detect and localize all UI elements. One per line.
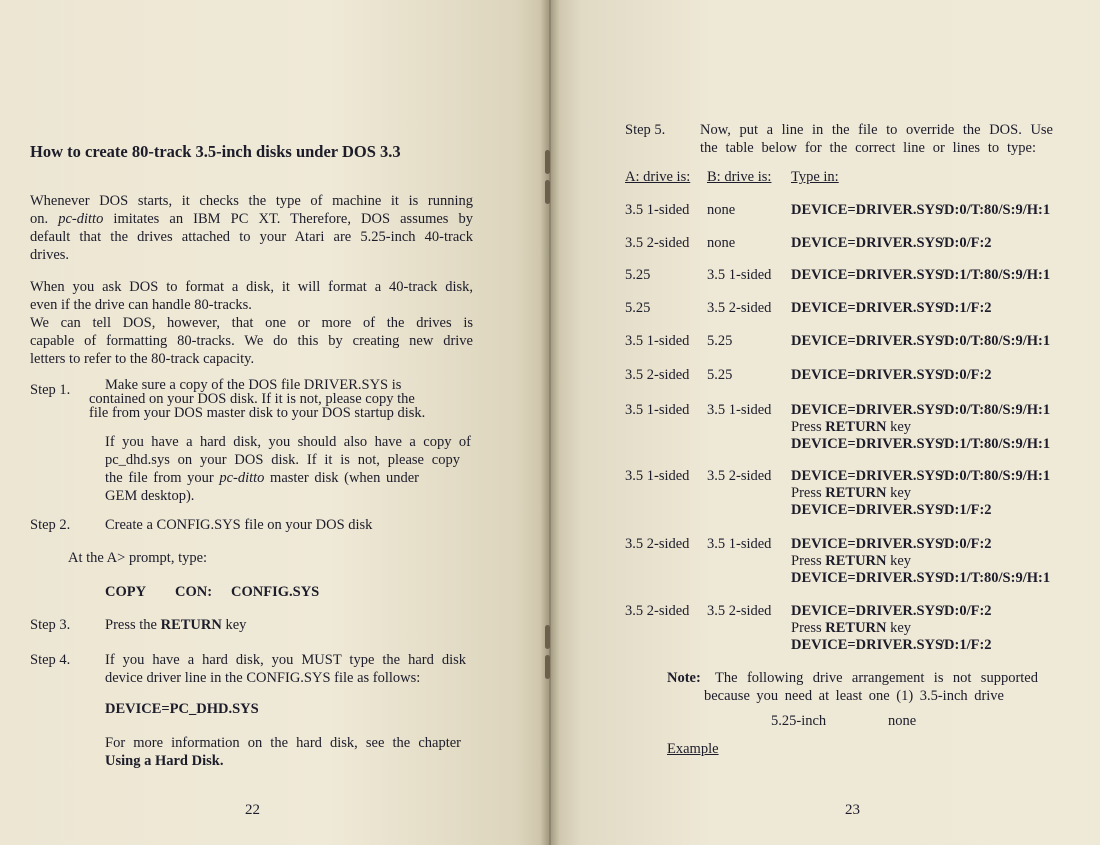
row-command-2: DEVICE=DRIVER.SYS bbox=[791, 436, 944, 452]
para2-line-4: capable of formatting 80-tracks. We do this by creating new drive bbox=[30, 333, 473, 349]
row-command-2: DEVICE=DRIVER.SYS bbox=[791, 570, 944, 586]
row-argument: /D:0/F:2 bbox=[940, 235, 992, 251]
row-command: DEVICE=DRIVER.SYS bbox=[791, 367, 944, 383]
staple bbox=[545, 180, 550, 204]
para2-line-3: We can tell DOS, however, that one or more of the drives is bbox=[30, 315, 473, 331]
row-a-drive: 3.5 2-sided bbox=[625, 367, 690, 383]
left-page bbox=[0, 0, 549, 845]
step4-label: Step 4. bbox=[30, 652, 71, 668]
row-argument: /D:0/F:2 bbox=[940, 603, 992, 619]
step1-hd-line-1: If you have a hard disk, you should also have a copy of bbox=[105, 434, 471, 450]
row-a-drive: 3.5 1-sided bbox=[625, 333, 690, 349]
note-label: Note: bbox=[667, 670, 701, 686]
row-a-drive: 3.5 1-sided bbox=[625, 402, 690, 418]
intro-line-3: default that the drives attached to your Atari are 5.25-inch 40-track bbox=[30, 229, 473, 245]
example-heading: Example bbox=[667, 741, 719, 757]
step1-line-3: file from your DOS master disk to your DOS startup disk. bbox=[89, 405, 426, 421]
row-command: DEVICE=DRIVER.SYS bbox=[791, 300, 944, 316]
step1-line-2: contained on your DOS disk. If it is not, please copy the bbox=[89, 391, 415, 407]
intro-line-1: Whenever DOS starts, it checks the type of machine it is running bbox=[30, 193, 473, 209]
row-command: DEVICE=DRIVER.SYS bbox=[791, 235, 944, 251]
step3-label: Step 3. bbox=[30, 617, 71, 633]
step2-text: Create a CONFIG.SYS file on your DOS disk bbox=[105, 517, 373, 533]
row-a-drive: 5.25 bbox=[625, 267, 651, 283]
row-b-drive: none bbox=[707, 235, 736, 251]
right-page bbox=[549, 0, 1100, 845]
row-b-drive: 3.5 1-sided bbox=[707, 267, 772, 283]
row-command: DEVICE=DRIVER.SYS bbox=[791, 603, 944, 619]
para2-line-1: When you ask DOS to format a disk, it will format a 40-track disk, bbox=[30, 279, 473, 295]
row-a-drive: 3.5 2-sided bbox=[625, 235, 690, 251]
book-gutter bbox=[540, 0, 560, 845]
row-argument: /D:1/T:80/S:9/H:1 bbox=[940, 267, 1051, 283]
step4-line-2: device driver line in the CONFIG.SYS file as follows: bbox=[105, 670, 421, 686]
hd-driver-line: DEVICE=PC_DHD.SYS bbox=[105, 701, 259, 717]
product-name: pc-ditto bbox=[58, 211, 104, 227]
para2-line-5: letters to refer to the 80-track capacity. bbox=[30, 351, 255, 367]
page-heading: How to create 80-track 3.5-inch disks under DOS 3.3 bbox=[30, 142, 401, 161]
product-name: pc-ditto bbox=[219, 470, 265, 486]
command-con: CON: bbox=[175, 584, 213, 600]
row-argument-2: /D:1/T:80/S:9/H:1 bbox=[940, 570, 1051, 586]
para2-line-2: even if the drive can handle 80-tracks. bbox=[30, 297, 252, 313]
row-a-drive: 5.25 bbox=[625, 300, 651, 316]
row-command: DEVICE=DRIVER.SYS bbox=[791, 202, 944, 218]
row-a-drive: 3.5 1-sided bbox=[625, 202, 690, 218]
step4-more-line-1: For more information on the hard disk, see the chapter bbox=[105, 735, 461, 751]
row-b-drive: 3.5 1-sided bbox=[707, 536, 772, 552]
page-number: 23 bbox=[845, 802, 860, 818]
row-command: DEVICE=DRIVER.SYS bbox=[791, 468, 944, 484]
header-type-in: Type in: bbox=[791, 169, 839, 185]
step1-label: Step 1. bbox=[30, 382, 71, 398]
row-command: DEVICE=DRIVER.SYS bbox=[791, 333, 944, 349]
step2-label: Step 2. bbox=[30, 517, 71, 533]
row-press-return: Press RETURN key bbox=[791, 485, 912, 501]
step4-line-1: If you have a hard disk, you MUST type the hard disk bbox=[105, 652, 466, 668]
row-argument: /D:0/F:2 bbox=[940, 367, 992, 383]
command-configsys: CONFIG.SYS bbox=[231, 584, 320, 600]
row-command: DEVICE=DRIVER.SYS bbox=[791, 402, 944, 418]
row-b-drive: 3.5 2-sided bbox=[707, 300, 772, 316]
row-argument: /D:0/T:80/S:9/H:1 bbox=[940, 202, 1051, 218]
step5-line-2: the table below for the correct line or lines to type: bbox=[700, 140, 1036, 156]
row-a-drive: 3.5 2-sided bbox=[625, 536, 690, 552]
step5-label: Step 5. bbox=[625, 122, 666, 138]
row-press-return: Press RETURN key bbox=[791, 553, 912, 569]
return-key: RETURN bbox=[160, 617, 222, 633]
command-copy: COPY bbox=[105, 584, 147, 600]
step3-text: Press the RETURN key bbox=[105, 617, 247, 633]
row-b-drive: 3.5 2-sided bbox=[707, 603, 772, 619]
staple bbox=[545, 625, 550, 649]
step5-line-1: Now, put a line in the file to override the DOS. Use bbox=[700, 122, 1053, 138]
header-b-drive: B: drive is: bbox=[707, 169, 772, 185]
row-command-2: DEVICE=DRIVER.SYS bbox=[791, 637, 944, 653]
row-argument: /D:0/T:80/S:9/H:1 bbox=[940, 333, 1051, 349]
row-argument: /D:0/T:80/S:9/H:1 bbox=[940, 468, 1051, 484]
step1-hd-line-4: GEM desktop). bbox=[105, 488, 195, 504]
step1-hd-line-3: the file from your pc-ditto master disk (when under bbox=[105, 470, 419, 486]
chapter-reference: Using a Hard Disk. bbox=[105, 753, 224, 769]
row-press-return: Press RETURN key bbox=[791, 419, 912, 435]
row-command: DEVICE=DRIVER.SYS bbox=[791, 536, 944, 552]
row-argument-2: /D:1/F:2 bbox=[940, 637, 992, 653]
row-b-drive: 3.5 2-sided bbox=[707, 468, 772, 484]
row-argument-2: /D:1/F:2 bbox=[940, 502, 992, 518]
row-argument: /D:0/F:2 bbox=[940, 536, 992, 552]
row-command-2: DEVICE=DRIVER.SYS bbox=[791, 502, 944, 518]
row-b-drive: 5.25 bbox=[707, 367, 733, 383]
page-number: 22 bbox=[245, 802, 260, 818]
row-b-drive: 3.5 1-sided bbox=[707, 402, 772, 418]
row-press-return: Press RETURN key bbox=[791, 620, 912, 636]
note-line-1: The following drive arrangement is not supported bbox=[715, 670, 1038, 686]
row-a-drive: 3.5 1-sided bbox=[625, 468, 690, 484]
row-argument: /D:0/T:80/S:9/H:1 bbox=[940, 402, 1051, 418]
step2-prompt: At the A> prompt, type: bbox=[68, 550, 208, 566]
row-b-drive: none bbox=[707, 202, 736, 218]
note-b-drive: none bbox=[888, 713, 917, 729]
row-command: DEVICE=DRIVER.SYS bbox=[791, 267, 944, 283]
staple bbox=[545, 655, 550, 679]
row-argument-2: /D:1/T:80/S:9/H:1 bbox=[940, 436, 1051, 452]
note-a-drive: 5.25-inch bbox=[771, 713, 827, 729]
step1-line-1: Make sure a copy of the DOS file DRIVER.SYS is bbox=[105, 377, 402, 393]
row-a-drive: 3.5 2-sided bbox=[625, 603, 690, 619]
row-argument: /D:1/F:2 bbox=[940, 300, 992, 316]
note-line-2: because you need at least one (1) 3.5-inch drive bbox=[704, 688, 1004, 704]
intro-line-2: on. pc-ditto imitates an IBM PC XT. Therefore, DOS assumes by bbox=[30, 211, 474, 227]
header-a-drive: A: drive is: bbox=[625, 169, 691, 185]
staple bbox=[545, 150, 550, 174]
intro-line-4: drives. bbox=[30, 247, 70, 263]
step1-hd-line-2: pc_dhd.sys on your DOS disk. If it is not, please copy bbox=[105, 452, 460, 468]
row-b-drive: 5.25 bbox=[707, 333, 733, 349]
